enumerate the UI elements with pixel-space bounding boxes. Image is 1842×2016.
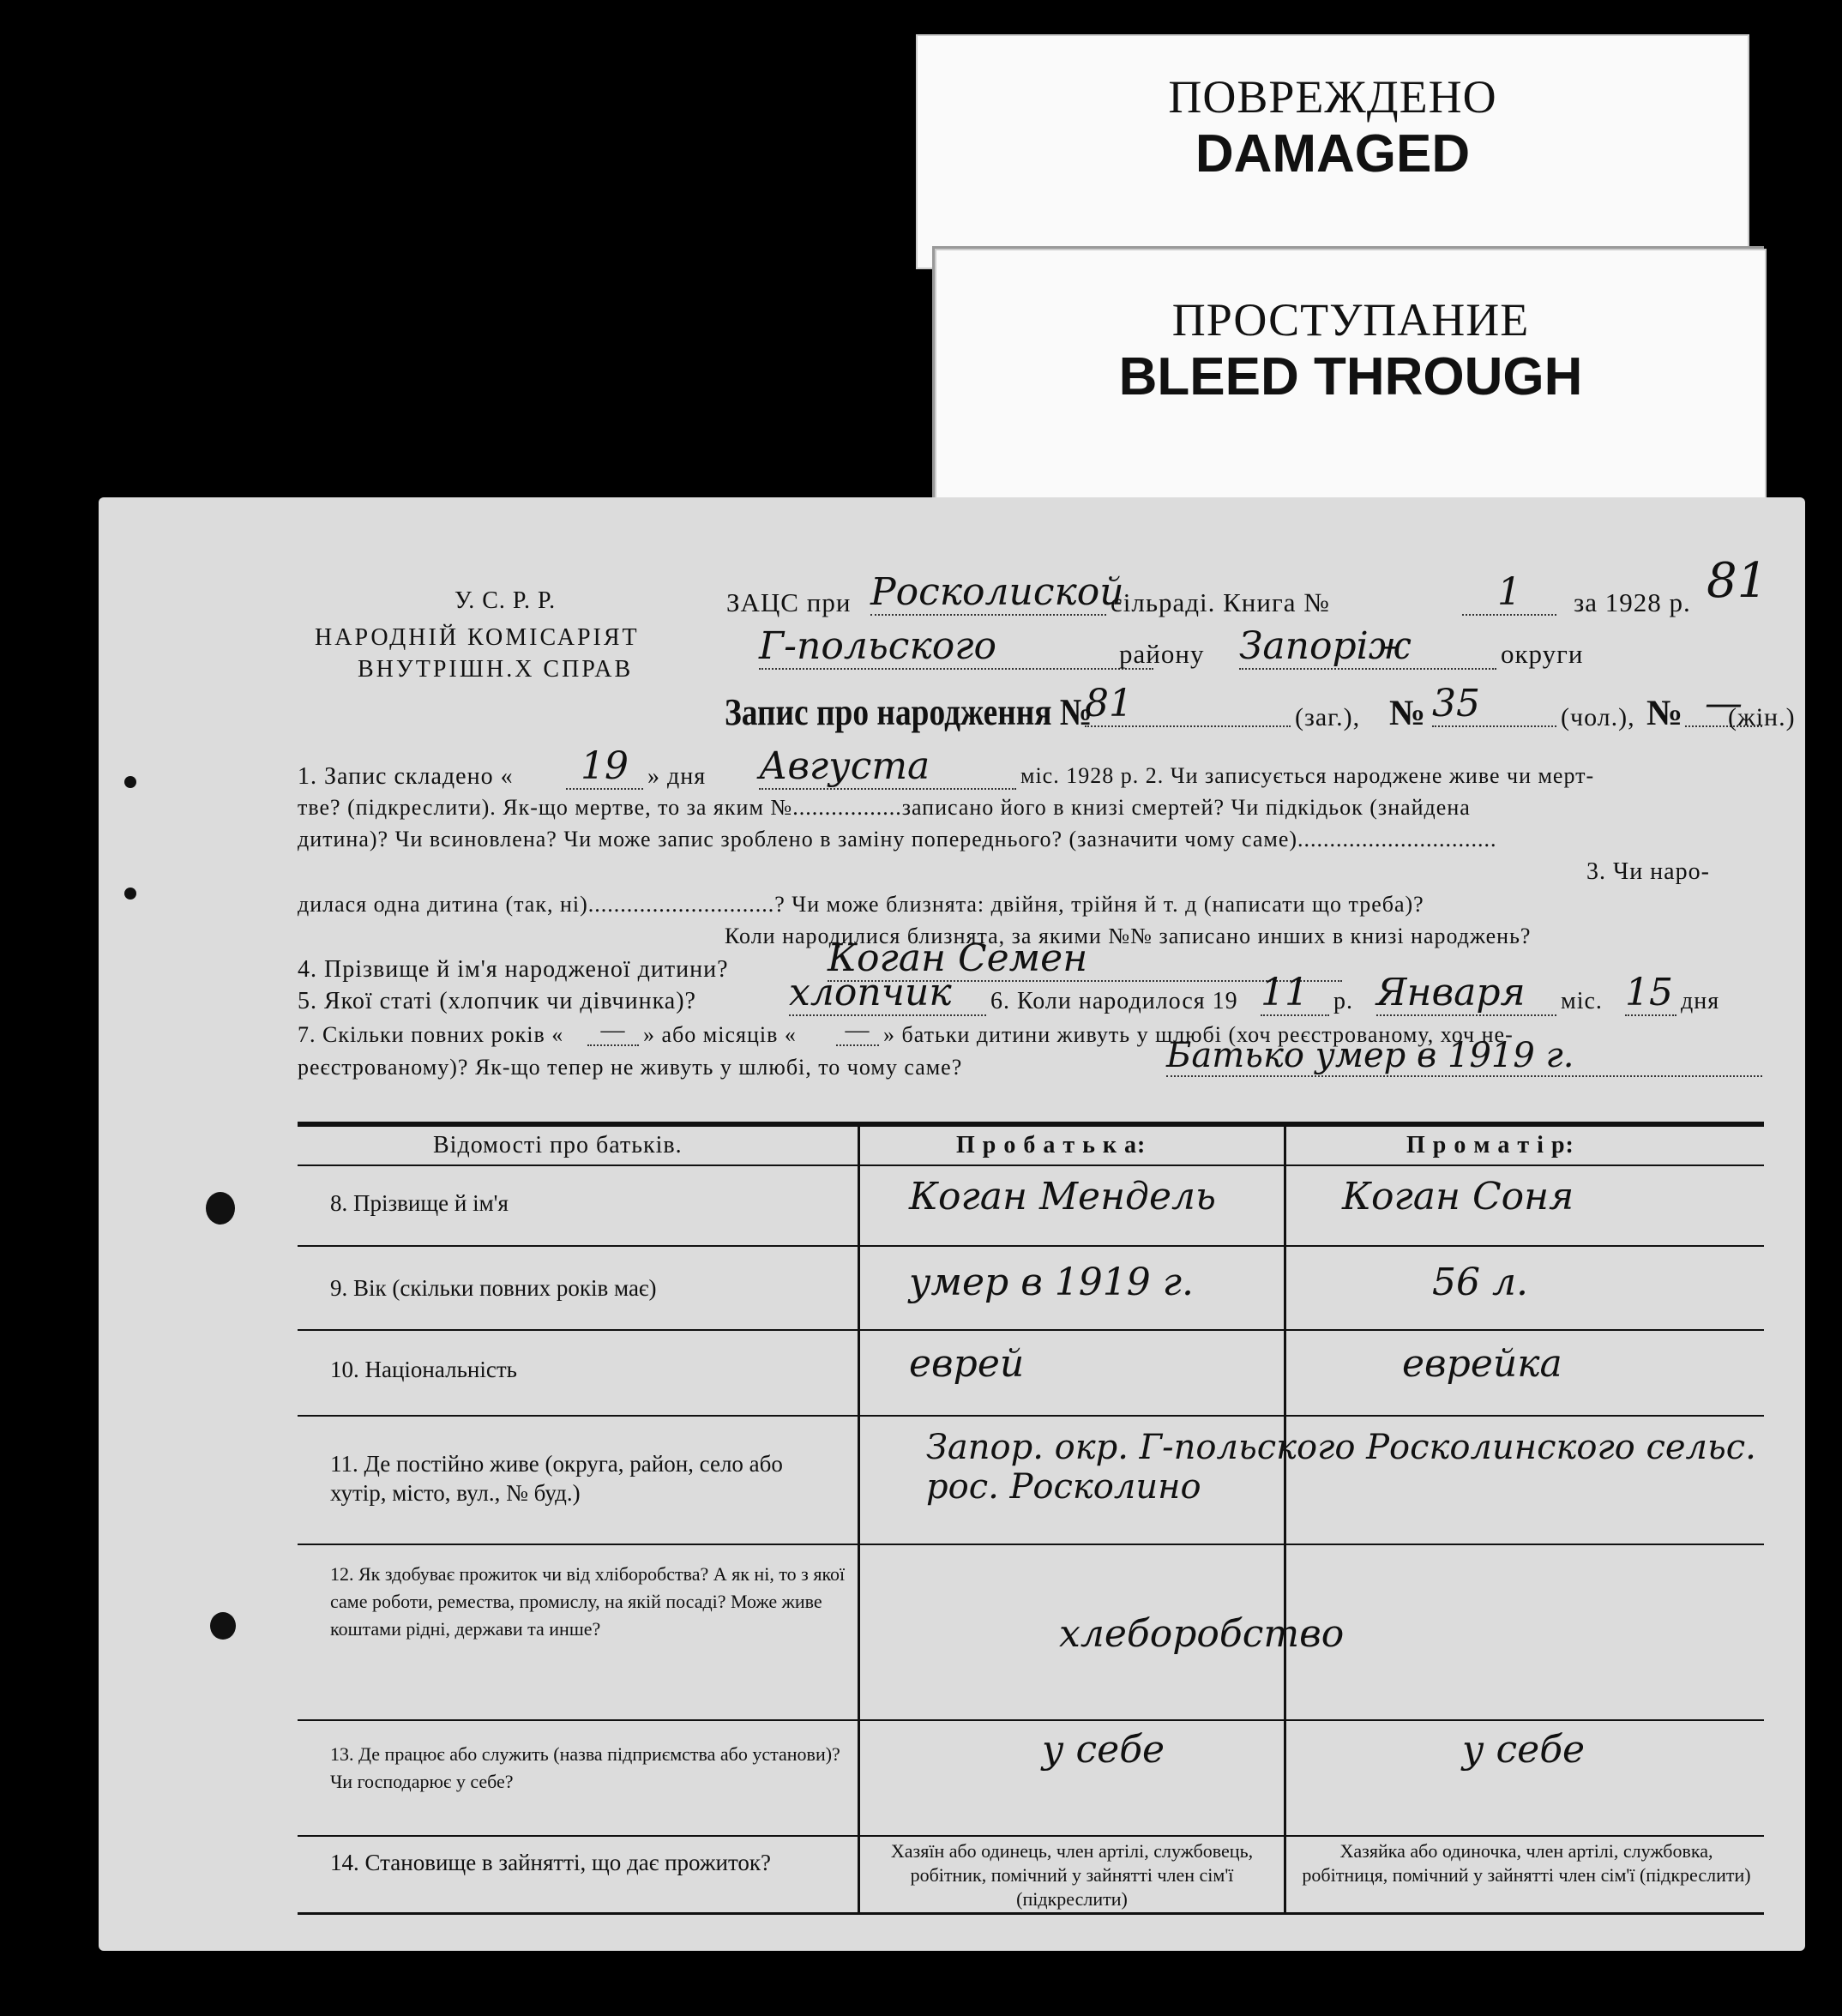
bleed-through-label-card xyxy=(935,249,1767,509)
row-label-age: 9. Вік (скільки повних років має) xyxy=(330,1275,657,1301)
number-sign: № xyxy=(1389,694,1426,733)
raion-label: району xyxy=(1119,639,1205,669)
row-rule xyxy=(298,1415,1764,1417)
mother-age: 56 л. xyxy=(1432,1261,1528,1304)
row-rule xyxy=(298,1245,1764,1247)
col-header-father: П р о б а т ь к а: xyxy=(956,1132,1147,1158)
punch-hole xyxy=(124,776,136,788)
total-record-number: 81 xyxy=(1085,682,1291,727)
raion-value: Г-польского xyxy=(759,624,1153,670)
mother-nationality: еврейка xyxy=(1402,1342,1562,1386)
child-name: Коган Семен xyxy=(828,936,1342,982)
row-rule xyxy=(298,1835,1764,1837)
punch-hole xyxy=(210,1612,236,1640)
q4-text: 4. Прізвище й ім'я народженої дитини? xyxy=(298,956,729,983)
marriage-reason: Батько умер в 1919 г. xyxy=(1166,1036,1762,1077)
zags-value: Росколиской xyxy=(870,570,1124,614)
row-rule xyxy=(298,1719,1764,1721)
birth-day: 15 xyxy=(1625,971,1676,1016)
male-record-number: 35 xyxy=(1432,682,1556,727)
header-rule xyxy=(298,1164,1764,1166)
row-label-name: 8. Прізвище й ім'я xyxy=(330,1190,509,1216)
year-label: за 1928 р. xyxy=(1574,587,1691,617)
damaged-label-en: DAMAGED xyxy=(1195,124,1471,184)
row-rule xyxy=(298,1329,1764,1331)
q5-text: 5. Якої статі (хлопчик чи дівчинка)? xyxy=(298,988,696,1014)
father-age: умер в 1919 г. xyxy=(909,1261,1194,1304)
father-nationality: еврей xyxy=(909,1342,1025,1386)
day-suffix: дня xyxy=(1681,988,1720,1014)
mother-name: Коган Соня xyxy=(1342,1175,1574,1219)
row-label-livelihood: 12. Як здобуває прожиток чи від хліборобства? А як ні, то з якої саме роботи, ремества, промислу, на якій посаді? Може живе коштами рідні, держави та инше? xyxy=(330,1563,846,1640)
punch-hole xyxy=(124,888,136,900)
birth-year: 11 xyxy=(1261,971,1329,1016)
silrada-label: сільраді. Книга № xyxy=(1111,587,1330,617)
q2-text-2: дитина)? Чи всиновлена? Чи може запис зроблено в заміну попереднього? (зазначити чому саме)............................... xyxy=(298,827,1497,852)
year-suffix: р. xyxy=(1333,988,1353,1014)
row-label-employment-status: 14. Становище в зайнятті, що дає прожиток? xyxy=(330,1850,772,1875)
damaged-label-ru: ПОВРЕЖДЕНО xyxy=(1168,71,1497,123)
father-employment-options: Хазяїн або одинець, член артілі, службовець, робітник, помічний у зайнятті член сім'ї (підкреслити) xyxy=(890,1840,1254,1910)
record-title: Запис про народження № xyxy=(725,691,1093,733)
record-day: 19 xyxy=(566,744,643,790)
okrug-label: округи xyxy=(1501,639,1584,669)
month-suffix: міс. xyxy=(1561,988,1603,1014)
livelihood: хлеборобство xyxy=(1059,1612,1345,1656)
q7-text: 7. Скільки повних років « xyxy=(298,1022,564,1047)
table-bottom-rule xyxy=(298,1912,1764,1915)
mother-workplace: у себе xyxy=(1462,1728,1586,1772)
q1-text-3: міс. 1928 р. 2. Чи записується народжене живе чи мерт- xyxy=(1020,763,1595,788)
q1-text: 1. Запис складено « xyxy=(298,763,514,790)
female-record-number: — xyxy=(1685,682,1762,727)
col-header-mother: П р о м а т і р: xyxy=(1406,1132,1574,1158)
row-label-workplace: 13. Де працює або служить (назва підприємства або установи)? Чи господарює у себе? xyxy=(330,1743,840,1792)
q7-text-2: » або місяців « xyxy=(643,1022,797,1047)
col-header-info: Відомості про батьків. xyxy=(433,1132,683,1158)
father-workplace: у себе xyxy=(1042,1728,1165,1772)
header-ussr: У. С. Р. Р. xyxy=(454,587,557,614)
damaged-label-card xyxy=(916,34,1749,269)
q3-text-3: Коли народилися близнята, за якими №№ записано инших в книзі народжень? xyxy=(725,924,1532,948)
q7-text-4: реєстрованому)? Як-що тепер не живуть у шлюбі, то чому саме? xyxy=(298,1055,963,1080)
bleed-label-en: BLEED THROUGH xyxy=(1118,347,1583,406)
record-month: Августа xyxy=(759,744,1016,790)
page-number: 81 xyxy=(1707,553,1768,609)
number-sign: № xyxy=(1646,694,1683,733)
q1-text-2: » дня xyxy=(647,763,707,790)
table-top-rule xyxy=(298,1122,1764,1127)
row-label-nationality: 10. Національність xyxy=(330,1357,517,1382)
row-rule xyxy=(298,1544,1764,1545)
q3-text: 3. Чи наро- xyxy=(1586,858,1710,885)
chol-label: (чол.), xyxy=(1561,703,1635,731)
mother-employment-options: Хазяйка або одиночка, член артілі, службовка, робітниця, помічний у зайнятті член сім'ї (підкреслити) xyxy=(1302,1840,1751,1886)
residence: Запор. окр. Г-польского Росколинского сельс. рос. Росколино xyxy=(926,1428,1756,1507)
okrug-value: Запоріж xyxy=(1239,624,1496,670)
header-internal-affairs: ВНУТРІШН.Х СПРАВ xyxy=(358,656,634,683)
bleed-label-ru: ПРОСТУПАНИЕ xyxy=(1171,294,1530,346)
q7-text-3: » батьки дитини живуть у шлюбі (хоч реєстрованому, хоч не- xyxy=(883,1022,1514,1047)
q3-text-2: дилася одна дитина (так, ні).............................? Чи може близнята: двійня, трійня й т. д (написати що треба)? xyxy=(298,892,1424,917)
q6-text: 6. Коли народилося 19 xyxy=(990,988,1238,1014)
book-number: 1 xyxy=(1462,570,1556,616)
zhin-label: (жін.) xyxy=(1728,703,1796,731)
years-married: — xyxy=(587,1017,639,1046)
q2-text: тве? (підкреслити). Як-що мертве, то за яким №.................записано його в книзі смертей? Чи підкідьок (знайдена xyxy=(298,795,1471,820)
zags-label: ЗАЦС при xyxy=(726,587,852,617)
header-commissariat: НАРОДНІЙ КОМІСАРІЯТ xyxy=(315,624,640,651)
father-name: Коган Мендель xyxy=(909,1175,1216,1219)
punch-hole xyxy=(206,1192,235,1225)
row-label-residence: 11. Де постійно живе (округа, район, село або хутір, місто, вул., № буд.) xyxy=(330,1451,783,1506)
months-married: — xyxy=(836,1017,879,1046)
birth-month: Января xyxy=(1376,971,1556,1016)
birth-record-document xyxy=(99,497,1805,1951)
child-sex: хлопчик xyxy=(789,971,986,1016)
zag-label: (заг.), xyxy=(1295,703,1361,731)
